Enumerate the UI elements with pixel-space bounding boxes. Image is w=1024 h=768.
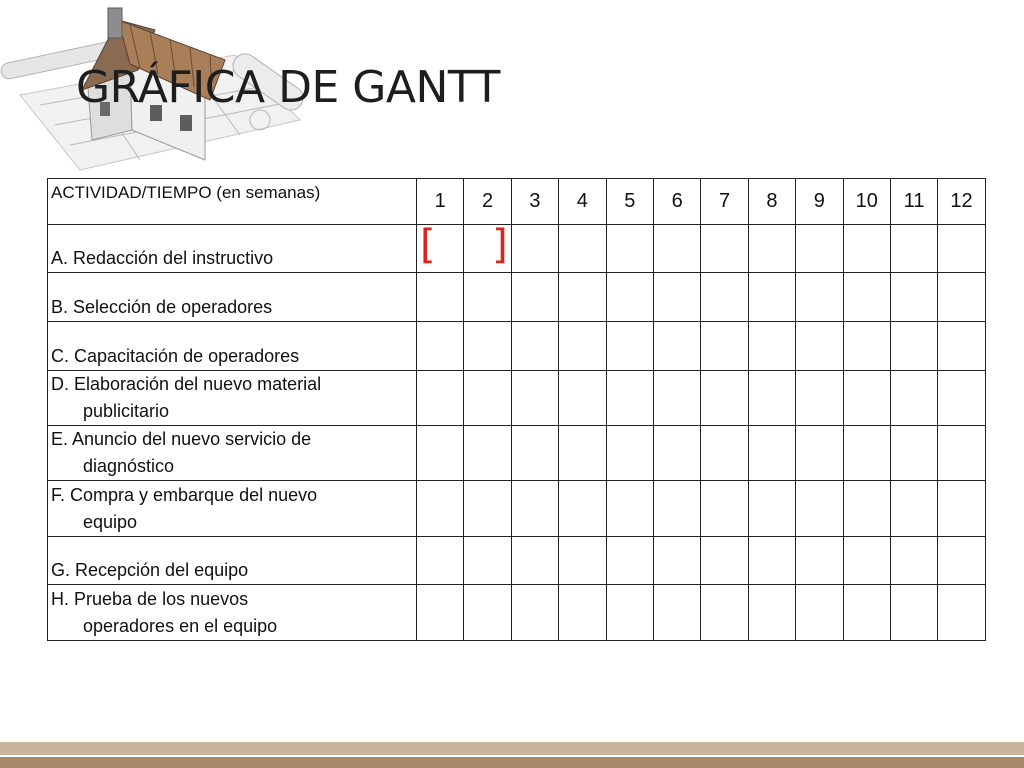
gantt-cell xyxy=(417,322,464,371)
week-header: 9 xyxy=(796,179,843,225)
gantt-cell xyxy=(843,585,890,641)
gantt-cell xyxy=(843,225,890,273)
gantt-cell xyxy=(890,371,937,426)
gantt-cell xyxy=(606,371,653,426)
week-header: 8 xyxy=(748,179,795,225)
activity-label xyxy=(48,225,417,273)
week-header: 2 xyxy=(464,179,511,225)
gantt-cell xyxy=(511,273,558,322)
gantt-cell xyxy=(701,481,748,537)
gantt-cell xyxy=(606,225,653,273)
gantt-table xyxy=(47,178,986,641)
footer-wood-band xyxy=(0,742,1024,768)
gantt-cell xyxy=(653,426,700,481)
gantt-cell xyxy=(701,426,748,481)
activity-row xyxy=(48,322,986,371)
activity-label-line1: G. Recepción del equipo xyxy=(51,560,249,580)
gantt-cell xyxy=(796,225,843,273)
week-header: 7 xyxy=(701,179,748,225)
activity-row xyxy=(48,426,986,481)
gantt-cell xyxy=(796,585,843,641)
gantt-cell xyxy=(653,537,700,585)
slide-title: GRÁFICA DE GANTT xyxy=(76,62,500,113)
gantt-cell xyxy=(464,322,511,371)
gantt-cell xyxy=(606,322,653,371)
gantt-cell xyxy=(796,273,843,322)
week-header: 5 xyxy=(606,179,653,225)
gantt-cell xyxy=(559,225,606,273)
gantt-cell xyxy=(843,537,890,585)
gantt-cell xyxy=(511,481,558,537)
gantt-cell xyxy=(796,537,843,585)
gantt-cell xyxy=(653,371,700,426)
activity-time-header: ACTIVIDAD/TIEMPO (en semanas) xyxy=(48,179,417,225)
gantt-cell xyxy=(606,426,653,481)
gantt-cell xyxy=(748,273,795,322)
gantt-cell xyxy=(653,585,700,641)
gantt-cell xyxy=(606,585,653,641)
week-header: 4 xyxy=(559,179,606,225)
activity-row xyxy=(48,481,986,537)
gantt-cell xyxy=(417,225,464,273)
gantt-cell xyxy=(511,585,558,641)
gantt-cell xyxy=(796,481,843,537)
activity-label xyxy=(48,481,417,537)
gantt-cell xyxy=(559,537,606,585)
gantt-cell xyxy=(653,273,700,322)
week-header: 12 xyxy=(938,179,985,225)
gantt-bar-start-bracket: [ xyxy=(420,224,436,268)
gantt-bar-end-bracket: ] xyxy=(492,224,508,268)
gantt-cell xyxy=(653,225,700,273)
activity-label-line2: equipo xyxy=(83,512,138,532)
activity-label-line2: operadores en el equipo xyxy=(83,616,278,636)
gantt-cell xyxy=(890,481,937,537)
activity-label xyxy=(48,322,417,371)
gantt-cell xyxy=(464,273,511,322)
gantt-cell xyxy=(748,585,795,641)
activity-row xyxy=(48,371,986,426)
gantt-cell xyxy=(796,371,843,426)
gantt-cell xyxy=(748,426,795,481)
gantt-cell xyxy=(511,225,558,273)
week-header: 6 xyxy=(653,179,700,225)
gantt-cell xyxy=(511,426,558,481)
gantt-cell xyxy=(606,273,653,322)
week-header: 10 xyxy=(843,179,890,225)
gantt-cell xyxy=(748,537,795,585)
gantt-cell xyxy=(417,481,464,537)
gantt-cell xyxy=(890,537,937,585)
activity-row xyxy=(48,225,986,273)
gantt-cell xyxy=(701,225,748,273)
activity-label xyxy=(48,426,417,481)
gantt-cell xyxy=(511,322,558,371)
gantt-cell xyxy=(559,371,606,426)
gantt-cell xyxy=(843,426,890,481)
gantt-cell xyxy=(938,537,985,585)
gantt-cell xyxy=(653,322,700,371)
week-header: 1 xyxy=(417,179,464,225)
gantt-cell xyxy=(938,273,985,322)
gantt-cell xyxy=(559,481,606,537)
gantt-cell xyxy=(701,585,748,641)
activity-label-line1: C. Capacitación de operadores xyxy=(51,346,300,366)
gantt-cell xyxy=(748,322,795,371)
gantt-cell xyxy=(559,273,606,322)
gantt-cell xyxy=(938,481,985,537)
gantt-cell xyxy=(606,537,653,585)
activity-label-line1: H. Prueba de los nuevos xyxy=(51,589,249,609)
gantt-cell xyxy=(938,426,985,481)
gantt-cell xyxy=(417,585,464,641)
gantt-cell xyxy=(417,371,464,426)
activity-label xyxy=(48,537,417,585)
gantt-cell xyxy=(701,273,748,322)
gantt-cell xyxy=(559,322,606,371)
gantt-cell xyxy=(938,371,985,426)
activity-label-line1: A. Redacción del instructivo xyxy=(51,248,274,268)
gantt-cell xyxy=(748,371,795,426)
activity-label xyxy=(48,585,417,641)
activity-label-line2: diagnóstico xyxy=(83,456,175,476)
gantt-cell xyxy=(464,481,511,537)
activity-label-line1: F. Compra y embarque del nuevo xyxy=(51,485,318,505)
gantt-cell xyxy=(559,585,606,641)
gantt-cell xyxy=(843,273,890,322)
gantt-cell xyxy=(417,426,464,481)
activity-row xyxy=(48,585,986,641)
gantt-cell xyxy=(701,537,748,585)
gantt-cell xyxy=(748,225,795,273)
gantt-cell xyxy=(843,481,890,537)
week-header: 11 xyxy=(890,179,937,225)
gantt-header-row xyxy=(48,179,986,225)
gantt-cell xyxy=(938,322,985,371)
activity-label xyxy=(48,273,417,322)
gantt-cell xyxy=(890,585,937,641)
activity-row xyxy=(48,273,986,322)
week-header: 3 xyxy=(511,179,558,225)
gantt-cell xyxy=(843,371,890,426)
activity-label-line1: B. Selección de operadores xyxy=(51,297,273,317)
gantt-cell xyxy=(417,537,464,585)
gantt-cell xyxy=(464,537,511,585)
activity-label-line2: publicitario xyxy=(83,401,170,421)
gantt-cell xyxy=(464,371,511,426)
activity-label-line1: D. Elaboración del nuevo material xyxy=(51,374,322,394)
gantt-cell xyxy=(890,322,937,371)
gantt-cell xyxy=(796,426,843,481)
gantt-cell xyxy=(890,273,937,322)
gantt-cell xyxy=(464,585,511,641)
gantt-cell xyxy=(796,322,843,371)
activity-row xyxy=(48,537,986,585)
gantt-cell xyxy=(511,537,558,585)
activity-label xyxy=(48,371,417,426)
gantt-cell xyxy=(843,322,890,371)
gantt-cell xyxy=(464,426,511,481)
gantt-cell xyxy=(653,481,700,537)
activity-label-line1: E. Anuncio del nuevo servicio de xyxy=(51,429,312,449)
gantt-body xyxy=(48,225,986,641)
gantt-cell xyxy=(606,481,653,537)
gantt-cell xyxy=(938,585,985,641)
gantt-cell xyxy=(701,371,748,426)
gantt-cell xyxy=(890,225,937,273)
gantt-cell xyxy=(417,273,464,322)
gantt-cell xyxy=(559,426,606,481)
gantt-cell xyxy=(701,322,748,371)
gantt-cell xyxy=(938,225,985,273)
gantt-cell xyxy=(890,426,937,481)
gantt-cell xyxy=(511,371,558,426)
gantt-cell xyxy=(748,481,795,537)
gantt-cell xyxy=(464,225,511,273)
